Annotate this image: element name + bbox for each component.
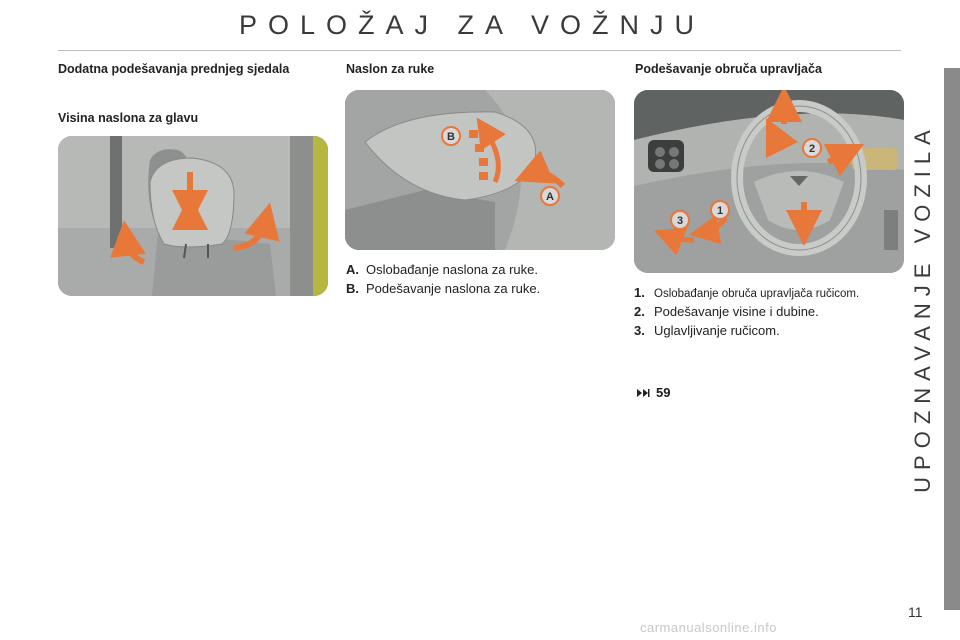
- wheel-heading: Podešavanje obruča upravljača: [635, 62, 822, 76]
- legend-text: Podešavanje naslona za ruke.: [366, 281, 541, 296]
- chapter-label-text: UPOZNAVANJE VOZILA: [910, 123, 935, 493]
- side-tab: [944, 68, 960, 610]
- armrest-legend: [346, 262, 540, 300]
- legend-item-3: [634, 323, 859, 338]
- legend-key: 2.: [634, 304, 645, 319]
- legend-text: Oslobađanje obruča upravljača ručicom.: [654, 288, 860, 300]
- wheel-legend: [634, 285, 859, 342]
- seat-heading: Dodatna podešavanja prednjeg sjedala: [58, 62, 290, 76]
- legend-item-2: [634, 304, 859, 319]
- page-number: 11: [908, 604, 923, 620]
- legend-text: Podešavanje visine i dubine.: [654, 304, 819, 319]
- legend-item-1: [634, 285, 859, 300]
- marker-3: [671, 211, 689, 229]
- title-divider: [58, 50, 901, 51]
- legend-key: 1.: [634, 285, 645, 300]
- legend-key: B.: [346, 281, 359, 296]
- marker-1: [711, 201, 729, 219]
- legend-key: 3.: [634, 323, 645, 338]
- marker-1-label: 1: [716, 205, 724, 217]
- marker-a: [541, 187, 559, 205]
- marker-3-label: 3: [676, 215, 684, 227]
- page-reference-number: 59: [656, 385, 671, 400]
- marker-b: [442, 127, 460, 145]
- armrest-illustration: [345, 90, 615, 250]
- headrest-illustration: [58, 136, 328, 296]
- marker-a-label: A: [546, 191, 554, 203]
- headrest-heading: Visina naslona za glavu: [58, 111, 199, 125]
- chapter-label: [903, 68, 943, 548]
- page-reference-link[interactable]: [636, 385, 670, 400]
- legend-text: Uglavljivanje ručicom.: [654, 323, 780, 338]
- marker-b-label: B: [447, 131, 455, 143]
- marker-2: [803, 139, 821, 157]
- double-chevron-right-icon: [636, 388, 650, 398]
- marker-2-label: 2: [808, 143, 816, 155]
- legend-text: Oslobađanje naslona za ruke.: [366, 262, 539, 277]
- steering-wheel-illustration: [634, 90, 904, 273]
- legend-item-b: [346, 281, 540, 296]
- watermark: carmanualsonline.info: [640, 620, 777, 635]
- legend-key: A.: [346, 262, 359, 277]
- page-title: POLOŽAJ ZA VOŽNJU: [238, 10, 706, 40]
- legend-item-a: [346, 262, 540, 277]
- armrest-heading: Naslon za ruke: [346, 62, 435, 76]
